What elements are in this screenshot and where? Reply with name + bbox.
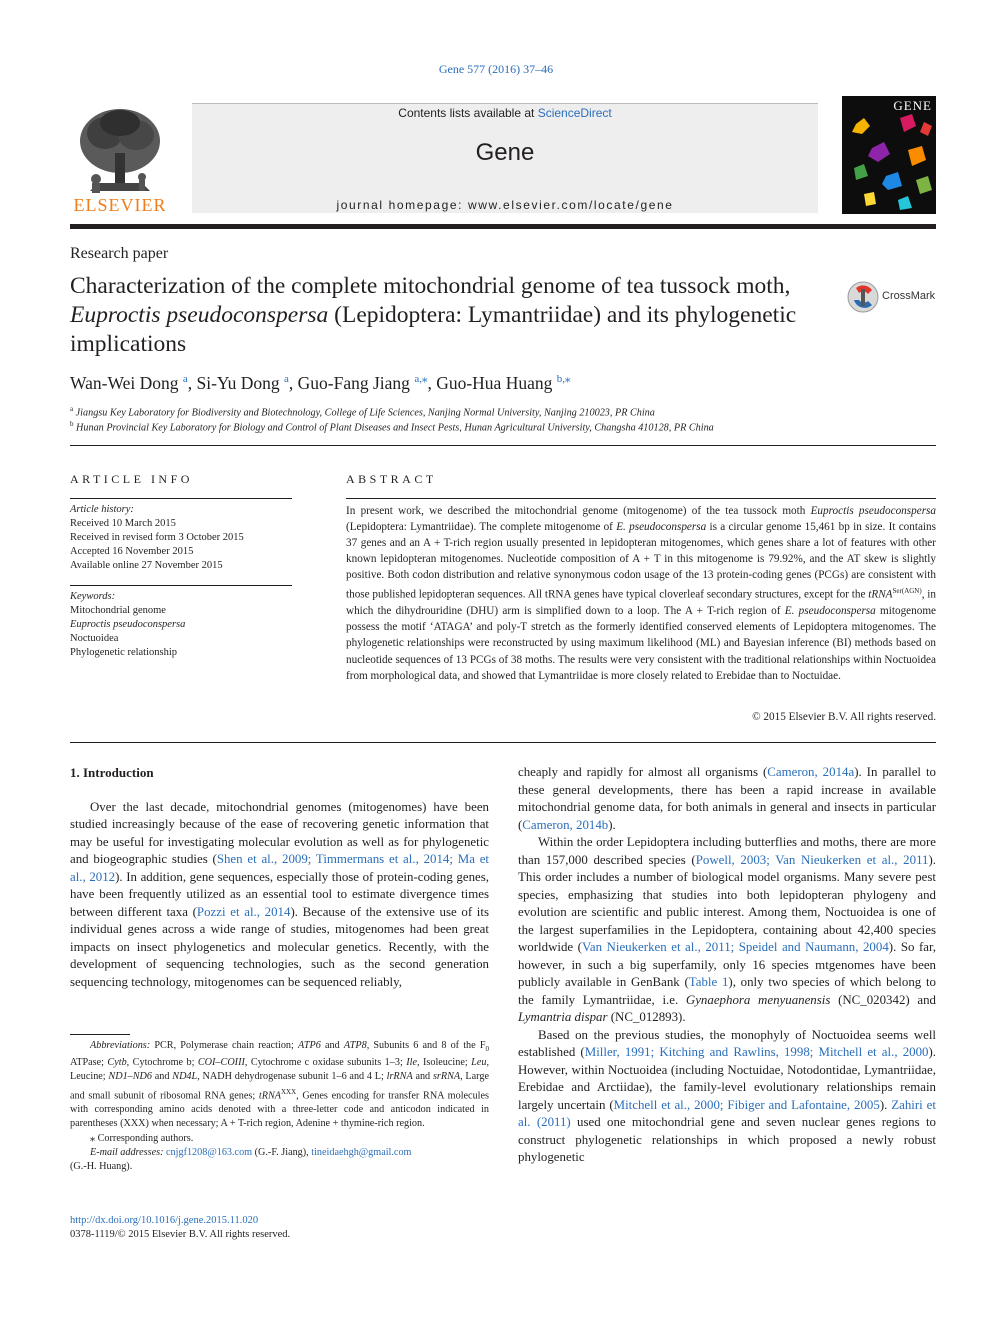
history-item: Available online 27 November 2015 <box>70 560 223 571</box>
article-info-heading: ARTICLE INFO <box>70 472 193 486</box>
header-divider <box>70 224 936 229</box>
email-label: E-mail addresses: <box>90 1146 164 1158</box>
citation-link[interactable]: Shen et al., 2009; Timmermans et al., 2014; Ma et al., 2012 <box>70 852 489 884</box>
affiliation-text: Jiangsu Key Laboratory for Biodiversity and Biotechnology, College of Life Sciences, Nanjing Normal University, Nanjing 210023, PR China <box>75 407 655 419</box>
doi-link[interactable]: http://dx.doi.org/10.1016/j.gene.2015.11.020 <box>70 1215 259 1226</box>
author-name[interactable]: Guo-Hua Huang <box>436 372 553 393</box>
author-name[interactable]: Guo-Fang Jiang <box>297 372 410 393</box>
history-item: Received in revised form 3 October 2015 <box>70 532 244 543</box>
introduction-heading: 1. Introduction <box>70 765 154 780</box>
title-species: Euproctis pseudoconspersa <box>70 302 329 328</box>
body-column-left <box>70 764 489 991</box>
abstract-body: In present work, we described the mitochondrial genome (mitogenome) of the tea tussock moth Euproctis pseudoconspersa (Lepidoptera: Lymantriidae). The complete mitogenome of E. pseudoconspersa is a circular genome 15,461 bp in size. It contains 37 genes and an A + T-rich region usually presented in lepidopteran mitogenomes, which genes share a lot of features with other known lepidopteran mitogenomes. Nucleotide composition of A + T in this mitogenome is 79.92%, and the AT skew is slightly positive. Both codon distribution and relative synonymous codon usage of the 13 protein-coding genes (PCGs) are consistent with those published lepidopteran sequences. All tRNA genes have typical cloverleaf secondary structures, except for the tRNA$^{Ser(AGN)}$, in which the dihydrouridine (DHU) arm is simplified down to a loop. The A + T-rich region of E. pseudoconspersa mitogenome possess the motif ‘ATAGA’ and poly-T stretch as the formerly identified conserved elements of Lepidoptera mitogenomes. The phylogenetic relationships were reconstructed by using maximum likelihood (ML) and Bayesian inference (BI) methods based on nucleotide sequences of 13 PCGs of 38 moths. The results were very consistent with the traditional relationships within Noctuoidea from morphological data, and showed that Lymantriidae is more closely related to Erebidae than to Noctuidae. <box>346 505 937 682</box>
citation-link[interactable]: Cameron, 2014b <box>522 817 609 832</box>
keyword-item: Phylogenetic relationship <box>70 647 178 658</box>
author-affiliation-marker[interactable]: a,⁎ <box>414 373 428 385</box>
journal-homepage[interactable]: journal homepage: www.elsevier.com/locate/gene <box>336 198 674 212</box>
contents-prefix: Contents lists available at <box>398 106 538 120</box>
affiliation-label: a <box>70 405 74 413</box>
keywords-list <box>70 604 185 660</box>
author-list: Wan-Wei Dong $^a$, Si-Yu Dong $^a$, Guo-Fang Jiang $^{a,⁎}$, Guo-Hua Huang $^{b,⁎}$ <box>70 372 571 393</box>
journal-title: Gene <box>475 139 535 166</box>
affiliation-text: Hunan Provincial Key Laboratory for Biology and Control of Plant Diseases and Insect Pests, Hunan Agricultural University, Changsha 410128, PR China <box>76 422 714 434</box>
author-name[interactable]: Wan-Wei Dong <box>70 372 179 393</box>
keyword-item: Noctuoidea <box>70 633 119 644</box>
affiliation-label: b <box>70 420 74 428</box>
email-owner: (G.-H. Huang). <box>70 1161 133 1173</box>
email-link[interactable]: tineidaehgh@gmail.com <box>311 1146 412 1158</box>
author-affiliation-marker[interactable]: a <box>284 373 289 385</box>
body-paragraph: Within the order Lepidoptera including butterflies and moths, there are more than 157,000 described species (Powell, 2003; Van Nieukerken et al., 2011). This order includes a number of biological model organisms. Many severe pest species, emphasizing that studies into both lepidopteran phylogeny and evolution are scientific and public interest. Among them, Noctuoidea is one of the largest superfamilies in the Lepidoptera, containing about 42,400 species worldwide (Van Nieukerken et al., 2011; Speidel and Naumann, 2004). So far, however, in such a big superfamily, only 16 species mtgenomes have been publicly available in GenBank (Table 1), only two species of which belong to the family Lymantriidae, i.e. Gynaephora menyuanensis (NC_020342) and Lymantria dispar (NC_012893). <box>518 835 936 1024</box>
history-item: Accepted 16 November 2015 <box>70 546 194 557</box>
article-info-divider <box>70 498 292 499</box>
abstract-heading: ABSTRACT <box>346 472 437 486</box>
email-owner: (G.-F. Jiang), <box>254 1146 309 1158</box>
citation-link[interactable]: Zahiri et al. (2011) <box>518 1097 936 1129</box>
keywords-label: Keywords: <box>70 591 116 602</box>
citation-link[interactable]: Cameron, 2014a <box>767 765 855 779</box>
crossmark-label[interactable]: CrossMark <box>882 290 936 302</box>
title-part-1: Characterization of the complete mitochondrial genome of tea tussock moth, <box>70 273 791 299</box>
keyword-item: Mitochondrial genome <box>70 605 166 616</box>
body-paragraph: Based on the previous studies, the monophyly of Noctuoidea seems well established (Miller, 1991; Kitching and Rawlins, 1998; Mitchell et al., 2000). However, within Noctuoidea (including Noctuidae, Notodontidae, Lymantriidae, Erebidae and Arctiidae), the family-level evolutionary relationships remain largely uncertain (Mitchell et al., 2000; Fibiger and Lafontaine, 2005). Zahiri et al. (2011) used one mitochondrial gene and seven nuclear genes regions to construct phylogenetic relationships in which proposed a newly robust phylogenetic <box>518 1027 936 1164</box>
citation-link[interactable]: Van Nieukerken et al., 2011; Speidel and Naumann, 2004 <box>581 940 889 954</box>
article-history-label: Article history: <box>70 504 134 515</box>
body-column-right <box>518 764 936 1167</box>
footnote-divider <box>70 1034 130 1035</box>
citation-link[interactable]: Miller, 1991; Kitching and Rawlins, 1998; Mitchell et al., 2000 <box>584 1045 929 1059</box>
table-link[interactable]: Table 1 <box>688 975 729 989</box>
affiliation-a <box>70 405 655 418</box>
body-paragraph: Over the last decade, mitochondrial genomes (mitogenomes) have been studied increasingly because of the ease of recovering genetic information that may be useful for investigating molecular evolution as well as for phylogenetic and biogeographic studies (Shen et al., 2009; Timmermans et al., 2014; Ma et al., 2012). In addition, gene sequences, especially those of protein-coding genes, have been frequently utilized as an essential tool to estimate divergence times between different taxa (Pozzi et al., 2014). Because of the extensive use of its individual genes across a wide range of studies, mitogenomes had been great impacts on insect phylogenetics and molecular genetics. Recently, with the development of sequencing technologies, such as the second generation sequencing technology, mitogenomes can be sequenced reliably, <box>70 799 489 989</box>
citation-link[interactable]: Pozzi et al., 2014 <box>196 904 291 919</box>
abstract-divider <box>346 498 936 499</box>
keyword-item: Euproctis pseudoconspersa <box>70 619 186 630</box>
abbreviations-footnote: Abbreviations: PCR, Polymerase chain reaction; ATP6 and ATP8, Subunits 6 and 8 of the $F_0$ ATPase; Cytb, Cytochrome b; COI–COIII, Cytochrome c oxidase subunits 1–3; Ile, Isoleucine; Leu, Leucine; ND1–ND6 and ND4L, NADH dehydrogenase subunit 1–6 and 4 L; lrRNA and srRNA, Large and small subunit of ribosomal RNA genes; tRNA$^{XXX}$, Genes encoding for transfer RNA molecules with corresponding amino acids denoted with a three-letter code and anticodon indicated in parentheses (XXX) when necessary; A + T-rich region, Adenine + thymine-rich region. <box>70 1040 489 1130</box>
history-item: Received 10 March 2015 <box>70 518 176 529</box>
article-history-list <box>70 517 244 573</box>
affiliation-b <box>70 420 714 433</box>
author-affiliation-marker[interactable]: b,⁎ <box>556 373 571 385</box>
keywords-divider <box>70 585 292 586</box>
body-paragraph: cheaply and rapidly for almost all organisms (Cameron, 2014a). In parallel to these general developments, there has been a rapid increase in available mitochondrial genome data, for both animals in general and insects in particular (Cameron, 2014b). <box>518 765 936 832</box>
elsevier-wordmark: ELSEVIER <box>73 195 167 215</box>
footnotes <box>70 1039 489 1174</box>
email-link[interactable]: cnjgf1208@163.com <box>166 1146 253 1158</box>
corresponding-footnote: ⁎ Corresponding authors. <box>90 1132 194 1144</box>
corresponding-text: Corresponding authors. <box>97 1132 194 1144</box>
sciencedirect-link[interactable]: ScienceDirect <box>537 106 612 120</box>
title-part-2: (Lepidoptera: Lymantriidae) and its phylogenetic implications <box>70 302 797 357</box>
article-title <box>70 272 810 359</box>
section-divider <box>70 445 936 446</box>
article-type: Research paper <box>70 245 169 262</box>
citation-link[interactable]: Powell, 2003; Van Nieukerken et al., 2011 <box>695 852 929 867</box>
abstract-copyright: © 2015 Elsevier B.V. All rights reserved. <box>752 711 936 723</box>
contents-availability <box>192 106 818 120</box>
author-affiliation-marker[interactable]: a <box>182 373 188 385</box>
citation-link[interactable]: Mitchell et al., 2000; Fibiger and Lafontaine, 2005 <box>613 1097 880 1112</box>
email-footnote <box>70 1146 489 1160</box>
author-name[interactable]: Si-Yu Dong <box>196 372 280 393</box>
body-divider <box>70 742 936 743</box>
cover-title: GENE <box>893 98 932 113</box>
journal-reference-link[interactable]: Gene 577 (2016) 37–46 <box>438 62 554 76</box>
issn-copyright: 0378-1119/© 2015 Elsevier B.V. All rights reserved. <box>70 1229 291 1240</box>
